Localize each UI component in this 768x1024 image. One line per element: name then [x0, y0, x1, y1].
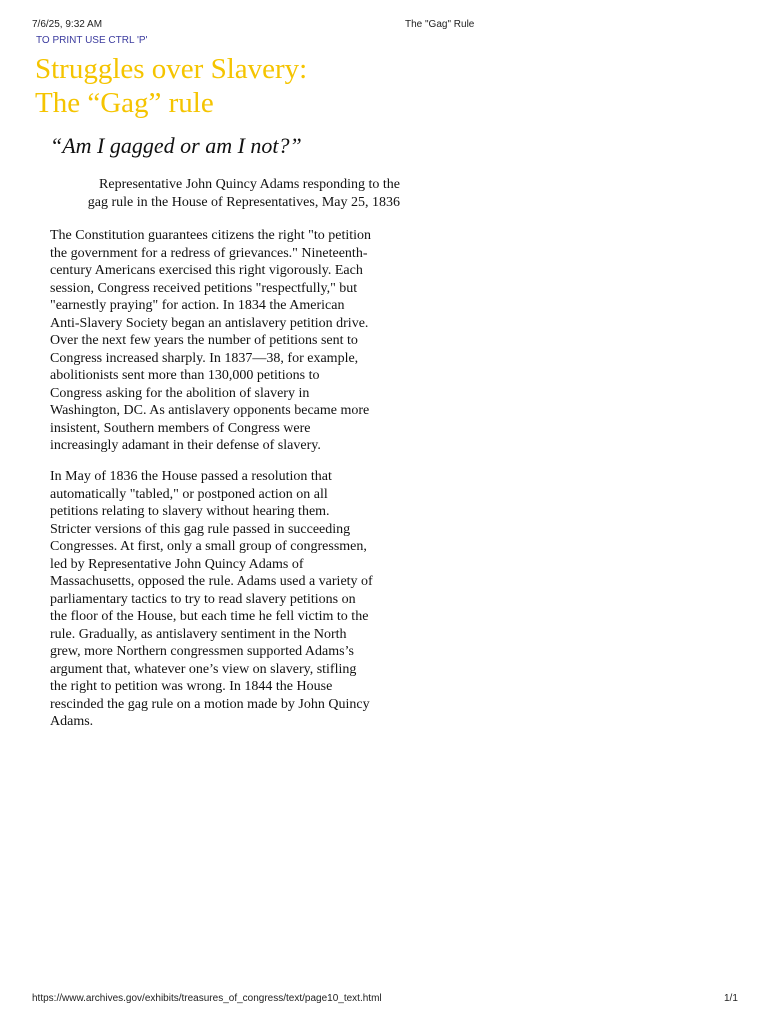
adams-quote: “Am I gagged or am I not?”	[50, 133, 302, 158]
text-line: Massachusetts, opposed the rule. Adams used a variety of	[50, 574, 373, 589]
page-title-line: The “Gag” rule	[35, 87, 214, 119]
text-line: led by Representative John Quincy Adams of	[50, 556, 304, 572]
text-line: the floor of the House, but each time he fell victim to the	[50, 609, 369, 624]
text-line: Over the next few years the number of petitions sent to	[50, 333, 358, 348]
text-line: petitions relating to slavery without hearing them.	[50, 504, 330, 519]
text-line: "earnestly praying" for action. In 1834 the American	[50, 298, 345, 313]
text-line: abolitionists sent more than 130,000 petitions to	[50, 368, 320, 383]
text-line: century Americans exercised this right vigorously. Each	[50, 263, 363, 278]
text-line: Stricter versions of this gag rule passed in succeeding	[50, 521, 351, 537]
text-line: the right to petition was wrong. In 1844 the House	[50, 679, 333, 694]
attribution-line: gag rule in the House of Representatives, May 25, 1836	[87, 194, 400, 210]
text-line: Adams.	[50, 714, 94, 729]
text-line: Congress asking for the abolition of slavery in	[50, 385, 310, 401]
paragraph-gag-rule	[50, 468, 410, 731]
text-line: increasingly adamant in their defense of slavery.	[50, 438, 321, 453]
text-line: Congresses. At first, only a small group of congressmen,	[50, 539, 367, 554]
text-line: rescinded the gag rule on a motion made by John Quincy	[50, 696, 370, 712]
text-line: automatically "tabled," or postponed action on all	[50, 486, 328, 502]
text-line: argument that, whatever one’s view on slavery, stifling	[50, 661, 357, 677]
text-line: Anti-Slavery Society began an antislavery petition drive.	[50, 315, 369, 331]
paragraph-petition-history	[50, 227, 410, 455]
print-footer-url: https://www.archives.gov/exhibits/treasures_of_congress/text/page10_text.html	[32, 993, 382, 1004]
print-header-page-title: The "Gag" Rule	[405, 19, 475, 30]
print-header-datetime: 7/6/25, 9:32 AM	[32, 19, 103, 30]
text-line: The Constitution guarantees citizens the right "to petition	[50, 228, 372, 243]
text-line: the government for a redress of grievances." Nineteenth-	[50, 245, 368, 261]
attribution-line: Representative John Quincy Adams responding to the	[99, 177, 400, 192]
text-line: grew, more Northern congressmen supported Adams’s	[50, 644, 354, 659]
print-footer-page-count: 1/1	[724, 993, 738, 1004]
text-line: insistent, Southern members of Congress were	[50, 420, 311, 436]
text-line: In May of 1836 the House passed a resolution that	[50, 469, 332, 484]
text-line: Congress increased sharply. In 1837—38, for example,	[50, 350, 359, 366]
text-line: rule. Gradually, as antislavery sentiment in the North	[50, 626, 347, 642]
quote-attribution	[60, 176, 400, 211]
text-line: Washington, DC. As antislavery opponents became more	[50, 403, 370, 418]
text-line: session, Congress received petitions "respectfully," but	[50, 280, 358, 296]
page-title	[35, 52, 307, 120]
page-title-line: Struggles over Slavery:	[35, 53, 308, 85]
print-instruction-link[interactable]: TO PRINT USE CTRL 'P'	[36, 35, 148, 46]
text-line: parliamentary tactics to try to read slavery petitions on	[50, 591, 356, 607]
